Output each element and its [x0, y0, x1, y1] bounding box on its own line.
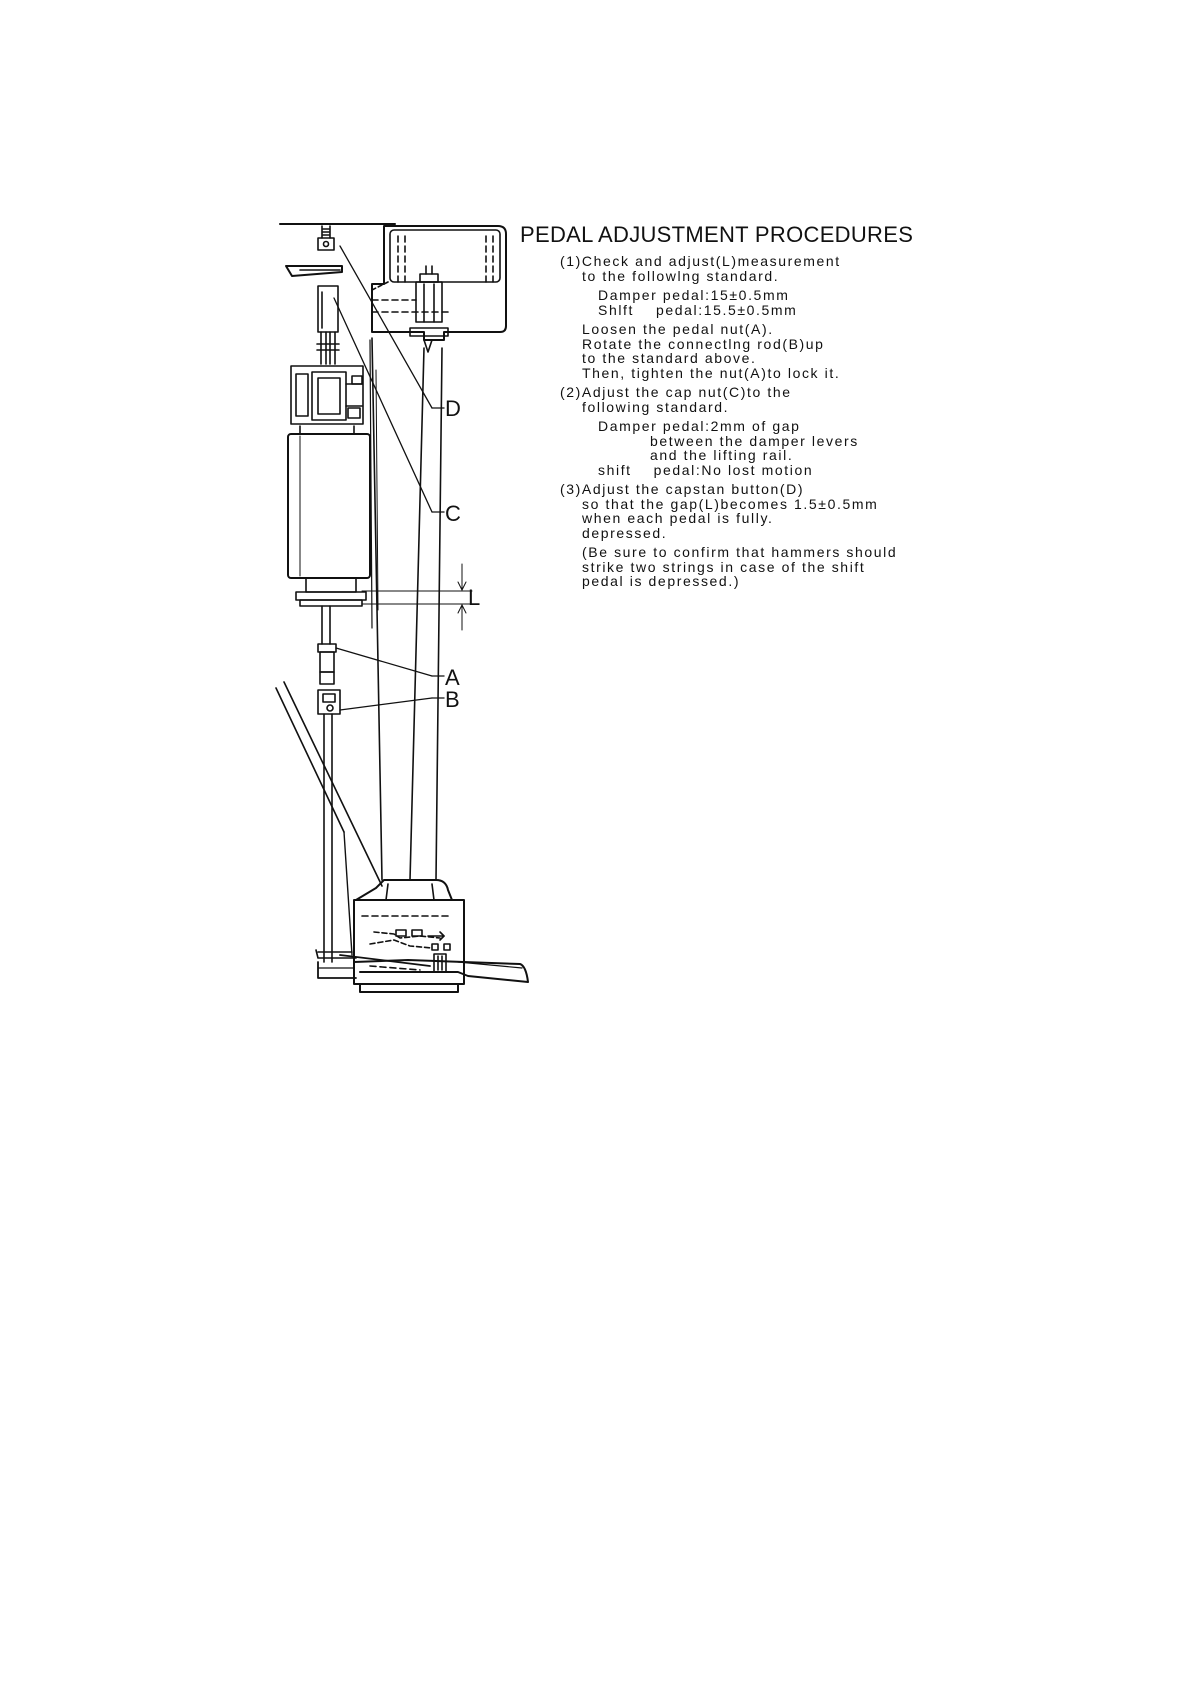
capstan-button-d [318, 226, 334, 250]
label-a: A [445, 665, 460, 690]
leader-lines [334, 246, 444, 710]
step-1-action-2: Rotate the connectlng rod(B)up [582, 335, 825, 352]
dowel-cylinder [288, 434, 370, 578]
damper-lever [286, 266, 342, 276]
procedure-text [520, 222, 920, 589]
label-d: D [445, 396, 461, 421]
label-c: C [445, 501, 461, 526]
note-line-1: (Be sure to confirm that hammers should [582, 544, 898, 560]
note-line-3: pedal is depressed.) [582, 573, 741, 589]
step-1 [520, 254, 920, 380]
label-b: B [445, 687, 460, 712]
note-line-2: strike two strings in case of the shift [582, 558, 866, 575]
pedal-box [354, 880, 464, 992]
pedal-lever [316, 950, 528, 982]
damper-standard: Damper pedal:15±0.5mm [598, 287, 790, 303]
step-3-line-4: depressed. [582, 524, 668, 541]
lower-collar [296, 578, 366, 606]
leader-c [334, 298, 432, 512]
label-l: L [468, 585, 481, 610]
step-3-line-3: when each pedal is fully. [582, 510, 774, 526]
leader-a [336, 648, 432, 676]
step-2-heading: (2)Adjust the cap nut(C)to the [560, 384, 792, 400]
damper-gap-spec: Damper pedal:2mm of gap [598, 418, 801, 434]
leader-b [340, 698, 432, 710]
action-bracket [291, 366, 363, 434]
step-1-action-1: Loosen the pedal nut(A). [582, 321, 774, 337]
damper-gap-spec-3: and the lifting rail. [650, 447, 794, 463]
page-title: PEDAL ADJUSTMENT PROCEDURES [520, 222, 914, 247]
step-1-action-3: to the standard above. [582, 350, 757, 366]
step-3-heading: (3)Adjust the capstan button(D) [560, 481, 805, 497]
upper-rod [317, 286, 339, 364]
diagonal-rods [276, 682, 382, 955]
step-1-action-4: Then, tighten the nut(A)to lock it. [582, 364, 841, 381]
step-2-line-2: following standard. [582, 398, 730, 415]
damper-gap-spec-2: between the damper levers [650, 432, 859, 449]
step-1-line-2: to the followlng standard. [582, 267, 780, 284]
shift-standard: Shlft pedal:15.5±0.5mm [598, 301, 798, 318]
key-frame-block [372, 226, 506, 352]
step-2 [520, 385, 920, 477]
shift-motion-spec: shift pedal:No lost motion [598, 461, 814, 478]
step-1-heading: (1)Check and adjust(L)measurement [560, 253, 841, 269]
step-3-line-2: so that the gap(L)becomes 1.5±0.5mm [582, 495, 879, 512]
step-3 [520, 482, 920, 589]
trapwork-rods [372, 338, 442, 880]
